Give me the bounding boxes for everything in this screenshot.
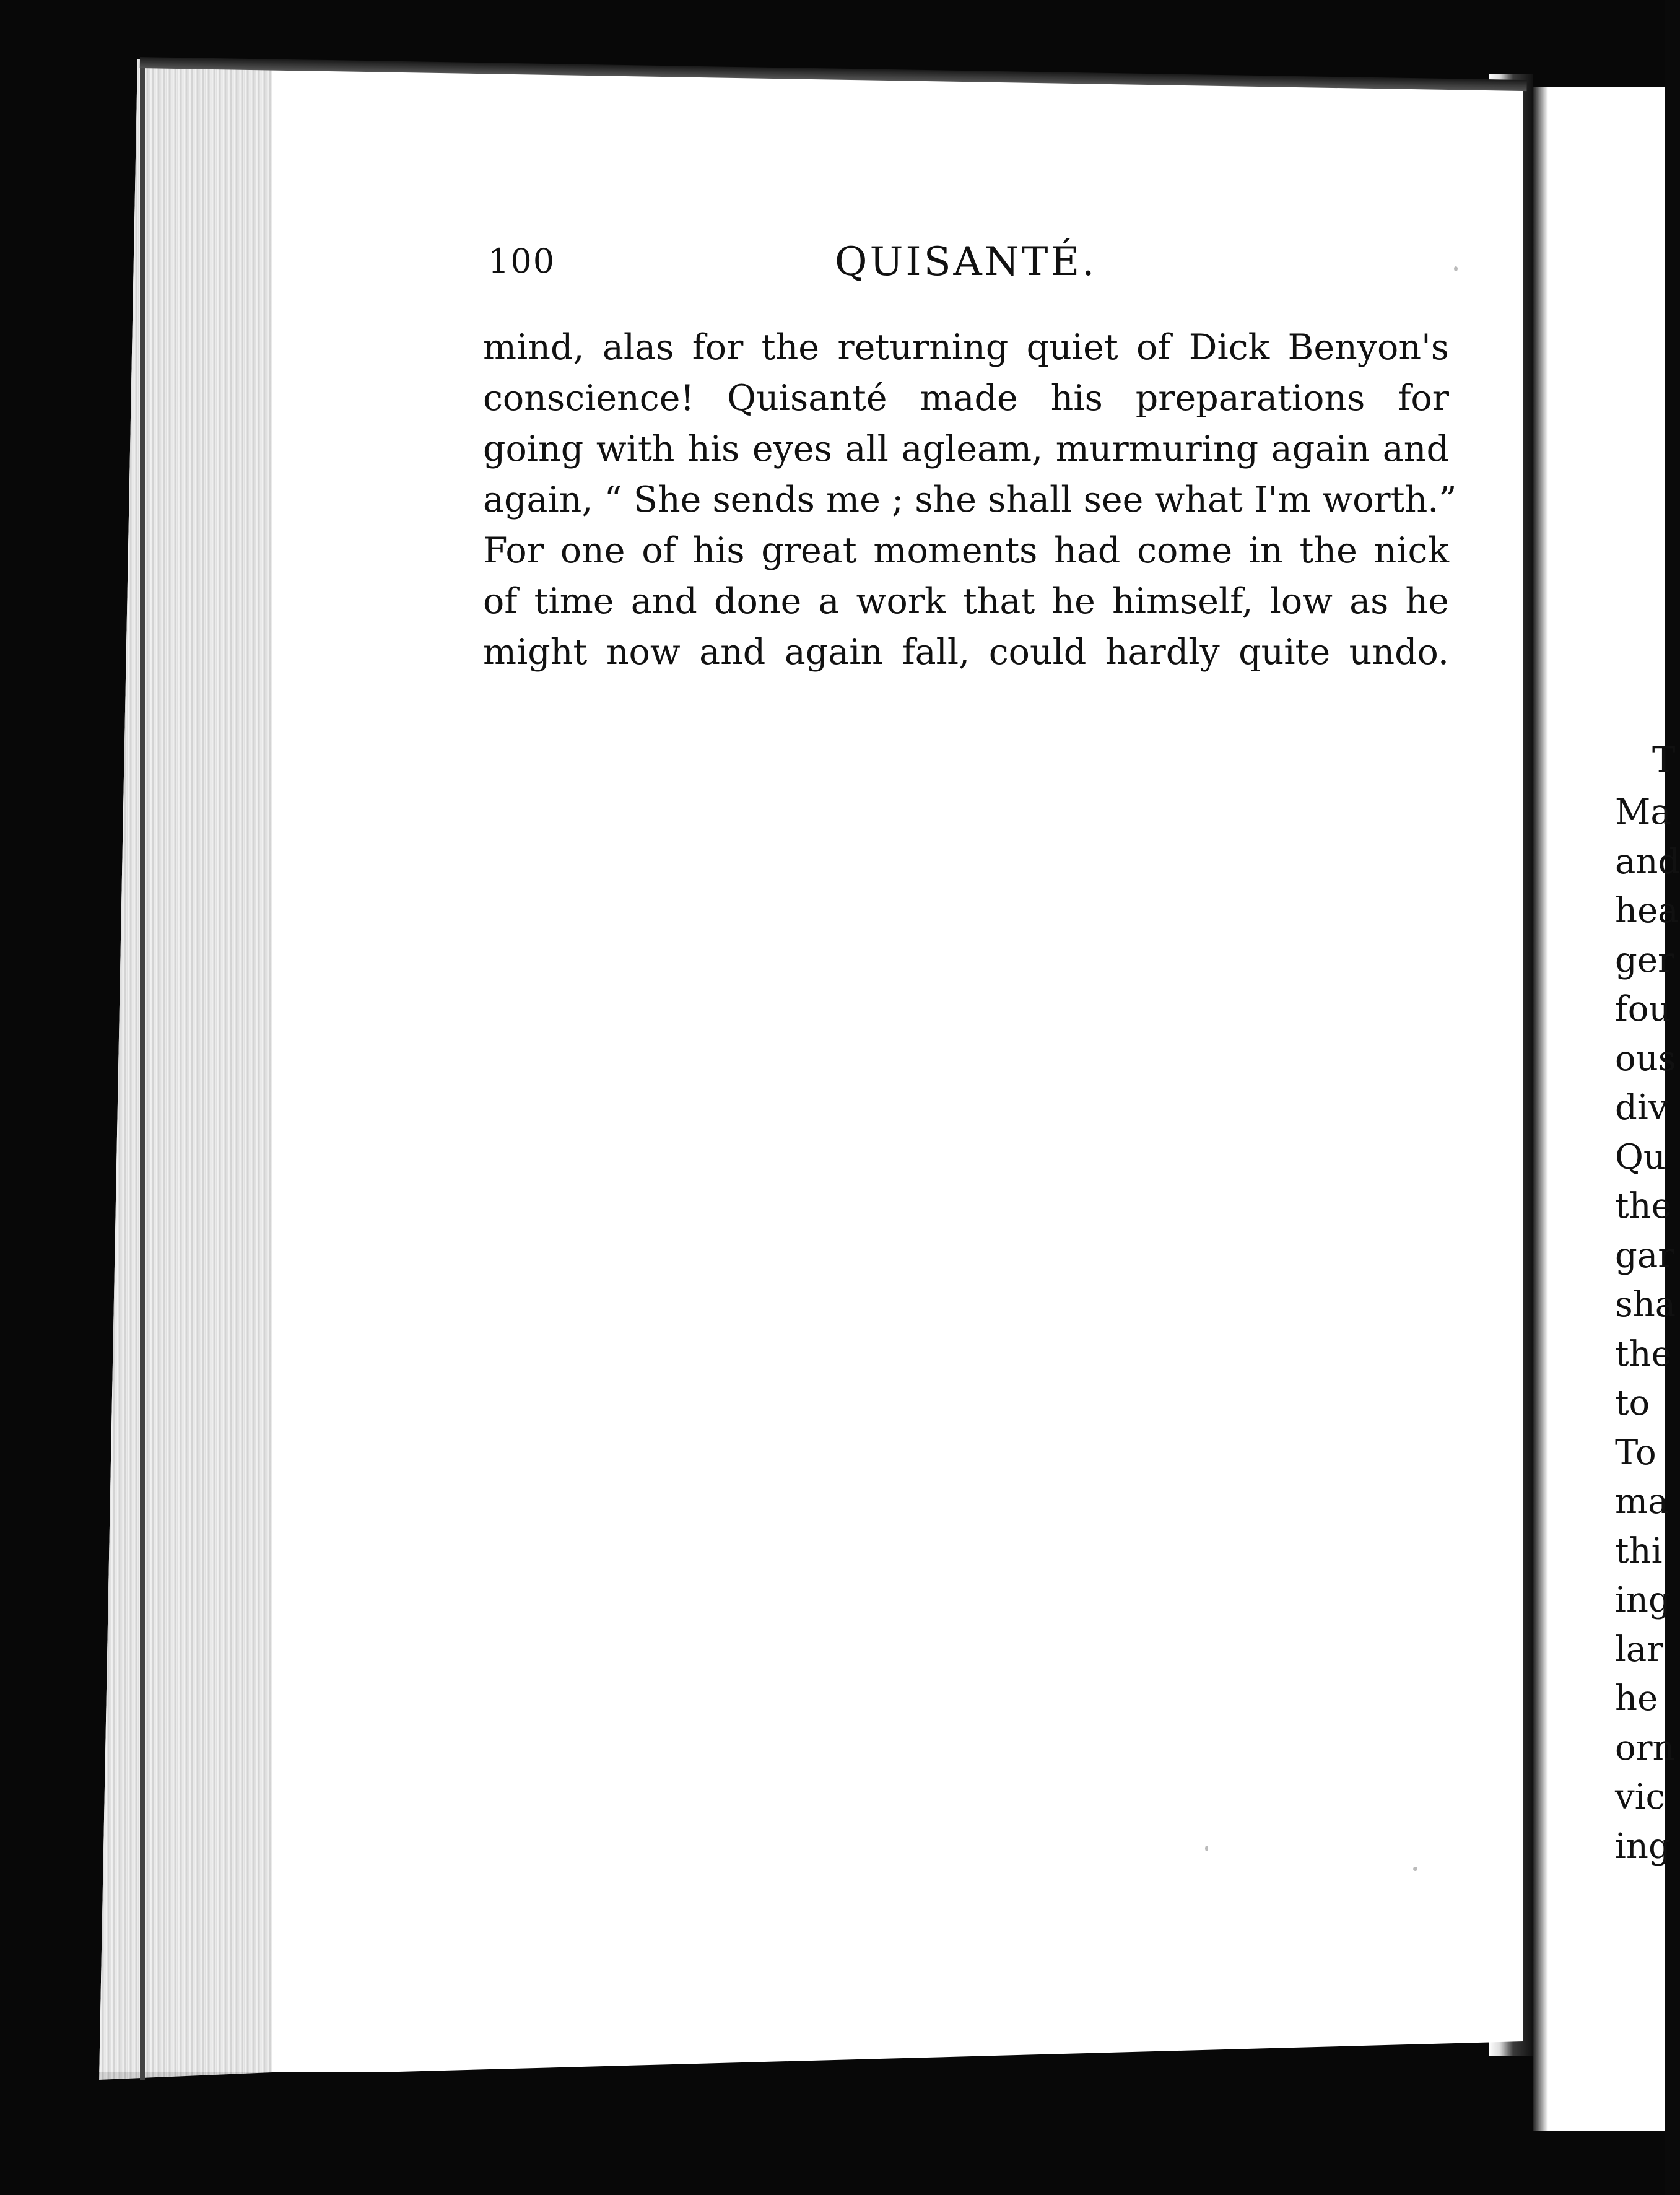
gutter-shadow — [1533, 87, 1548, 2131]
facing-page-fragment: T — [1652, 740, 1676, 780]
facing-line-fragment: To — [1615, 1432, 1656, 1473]
page-header — [488, 239, 1454, 303]
facing-line-fragment: ger — [1615, 940, 1674, 980]
body-text — [483, 322, 1457, 678]
text-line: going with his eyes all agleam, murmuring again and — [483, 429, 1449, 469]
facing-line-fragment: vic — [1615, 1777, 1665, 1817]
facing-line-fragment: to — [1615, 1383, 1650, 1423]
facing-line-fragment: gar — [1615, 1235, 1675, 1276]
facing-line-fragment: sha — [1615, 1285, 1676, 1325]
text-line: might now and again fall, could hardly quite undo. — [483, 632, 1449, 673]
facing-line-fragment: fou — [1615, 989, 1671, 1029]
facing-line-fragment: ous — [1615, 1038, 1676, 1079]
running-title: QUISANTÉ. — [835, 239, 1097, 285]
scan-speck — [1413, 1867, 1417, 1871]
text-line: mind, alas for the returning quiet of Dick Benyon's — [483, 327, 1449, 368]
facing-line-fragment: ing — [1615, 1580, 1671, 1620]
facing-line-fragment: thi — [1615, 1530, 1663, 1571]
facing-page-text — [1615, 788, 1680, 1871]
text-line: conscience! Quisanté made his preparations for — [483, 378, 1449, 419]
facing-line-fragment: Qu — [1615, 1137, 1666, 1177]
page-number: 100 — [488, 242, 556, 281]
facing-line-fragment: Ma — [1615, 792, 1671, 832]
facing-line-fragment: orn — [1615, 1727, 1675, 1768]
facing-line-fragment: and — [1615, 841, 1680, 882]
facing-line-fragment: he — [1615, 1678, 1658, 1719]
facing-line-fragment: lar — [1615, 1629, 1664, 1670]
facing-line-fragment: ma — [1615, 1482, 1669, 1522]
facing-line-fragment: hea — [1615, 891, 1679, 931]
facing-line-fragment: the — [1615, 1333, 1672, 1374]
text-line: of time and done a work that he himself, low as he — [483, 581, 1449, 622]
scan-speck — [1205, 1846, 1208, 1851]
text-line: For one of his great moments had come in the nick — [483, 530, 1449, 571]
text-line: again, “ She sends me ; she shall see what I'm worth.” — [483, 479, 1457, 520]
facing-line-fragment: div — [1615, 1088, 1668, 1128]
facing-line-fragment: the — [1615, 1186, 1672, 1226]
page-edge-line — [140, 59, 145, 2080]
facing-line-fragment: ing — [1615, 1826, 1671, 1867]
scan-speck — [1454, 266, 1458, 271]
